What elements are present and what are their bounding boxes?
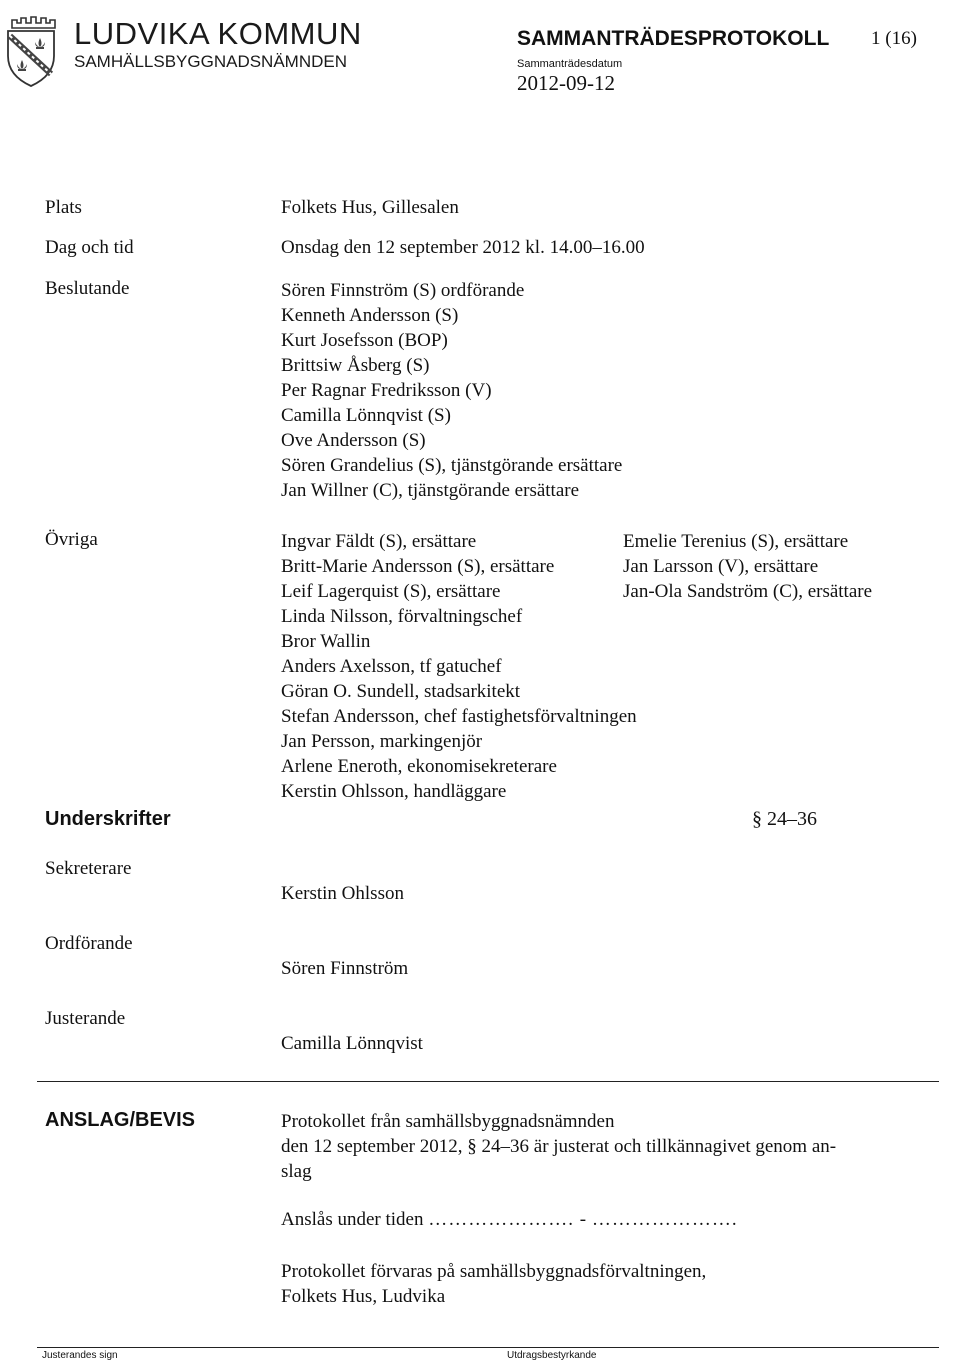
list-item: Stefan Andersson, chef fastighetsförvaltningen (281, 706, 637, 727)
notice-line: den 12 september 2012, § 24–36 är justerat och tillkännagivet genom an- (281, 1136, 837, 1157)
posting-period (281, 1209, 738, 1231)
page-indicator: 1 (16) (871, 28, 917, 49)
chair-name: Sören Finnström (281, 958, 409, 979)
document-type: SAMMANTRÄDESPROTOKOLL (517, 27, 830, 50)
storage-line: Protokollet förvaras på samhällsbyggnadsförvaltningen, (281, 1261, 707, 1282)
list-item: Jan Persson, markingenjör (281, 731, 483, 752)
date-label: Sammanträdesdatum (517, 58, 623, 70)
notice-line: slag (281, 1161, 312, 1182)
footer-adjuster-sign: Justerandes sign (42, 1350, 118, 1361)
list-item: Ove Andersson (S) (281, 430, 426, 451)
list-item: Ingvar Fäldt (S), ersättare (281, 531, 477, 552)
time-value: Onsdag den 12 september 2012 kl. 14.00–16.00 (281, 237, 645, 258)
list-item: Brittsiw Åsberg (S) (281, 355, 430, 376)
decision-makers-list (281, 278, 622, 503)
list-item: Jan Larsson (V), ersättare (623, 556, 819, 577)
list-item: Kenneth Andersson (S) (281, 305, 459, 326)
list-item: Anders Axelsson, tf gatuchef (281, 656, 502, 677)
others-label: Övriga (45, 529, 98, 550)
others-list-left (281, 529, 637, 804)
organization-name: LUDVIKA KOMMUN (74, 16, 362, 51)
paragraph-range: § 24–36 (752, 808, 817, 830)
secretary-name: Kerstin Ohlsson (281, 883, 404, 904)
list-item: Camilla Lönnqvist (S) (281, 405, 451, 426)
time-label: Dag och tid (45, 237, 134, 258)
adjuster-label: Justerande (45, 1008, 126, 1029)
section-divider (37, 1081, 939, 1082)
list-item: Sören Grandelius (S), tjänstgörande ersättare (281, 455, 623, 476)
list-item: Kerstin Ohlsson, handläggare (281, 781, 507, 802)
footer-extract-certification: Utdragsbestyrkande (507, 1350, 597, 1361)
posting-to-field: …………………. (591, 1209, 738, 1230)
department-name: SAMHÄLLSBYGGNADSNÄMNDEN (74, 52, 348, 71)
storage-line: Folkets Hus, Ludvika (281, 1286, 446, 1307)
municipal-coat-of-arms-icon (2, 14, 60, 88)
list-item: Göran O. Sundell, stadsarkitekt (281, 681, 521, 702)
footer-divider (37, 1347, 939, 1348)
list-item: Emelie Terenius (S), ersättare (623, 531, 849, 552)
list-item: Leif Lagerquist (S), ersättare (281, 581, 501, 602)
posting-from-field: …………………. - (428, 1209, 588, 1230)
place-label: Plats (45, 197, 82, 218)
list-item: Sören Finnström (S) ordförande (281, 280, 525, 301)
list-item: Jan Willner (C), tjänstgörande ersättare (281, 480, 580, 501)
meeting-date: 2012-09-12 (517, 71, 615, 95)
notice-text (281, 1109, 836, 1184)
notice-line: Protokollet från samhällsbyggnadsnämnden (281, 1111, 615, 1132)
list-item: Kurt Josefsson (BOP) (281, 330, 448, 351)
notice-heading: ANSLAG/BEVIS (45, 1109, 196, 1131)
list-item: Linda Nilsson, förvaltningschef (281, 606, 523, 627)
list-item: Per Ragnar Fredriksson (V) (281, 380, 492, 401)
posting-label: Anslås under tiden (281, 1209, 424, 1230)
storage-text (281, 1259, 706, 1309)
others-list-right (623, 529, 872, 604)
chair-label: Ordförande (45, 933, 133, 954)
signatures-heading: Underskrifter (45, 808, 171, 830)
secretary-label: Sekreterare (45, 858, 132, 879)
place-value: Folkets Hus, Gillesalen (281, 197, 459, 218)
list-item: Arlene Eneroth, ekonomisekreterare (281, 756, 557, 777)
list-item: Bror Wallin (281, 631, 371, 652)
adjuster-name: Camilla Lönnqvist (281, 1033, 423, 1054)
decision-makers-label: Beslutande (45, 278, 130, 299)
list-item: Britt-Marie Andersson (S), ersättare (281, 556, 555, 577)
list-item: Jan-Ola Sandström (C), ersättare (623, 581, 873, 602)
